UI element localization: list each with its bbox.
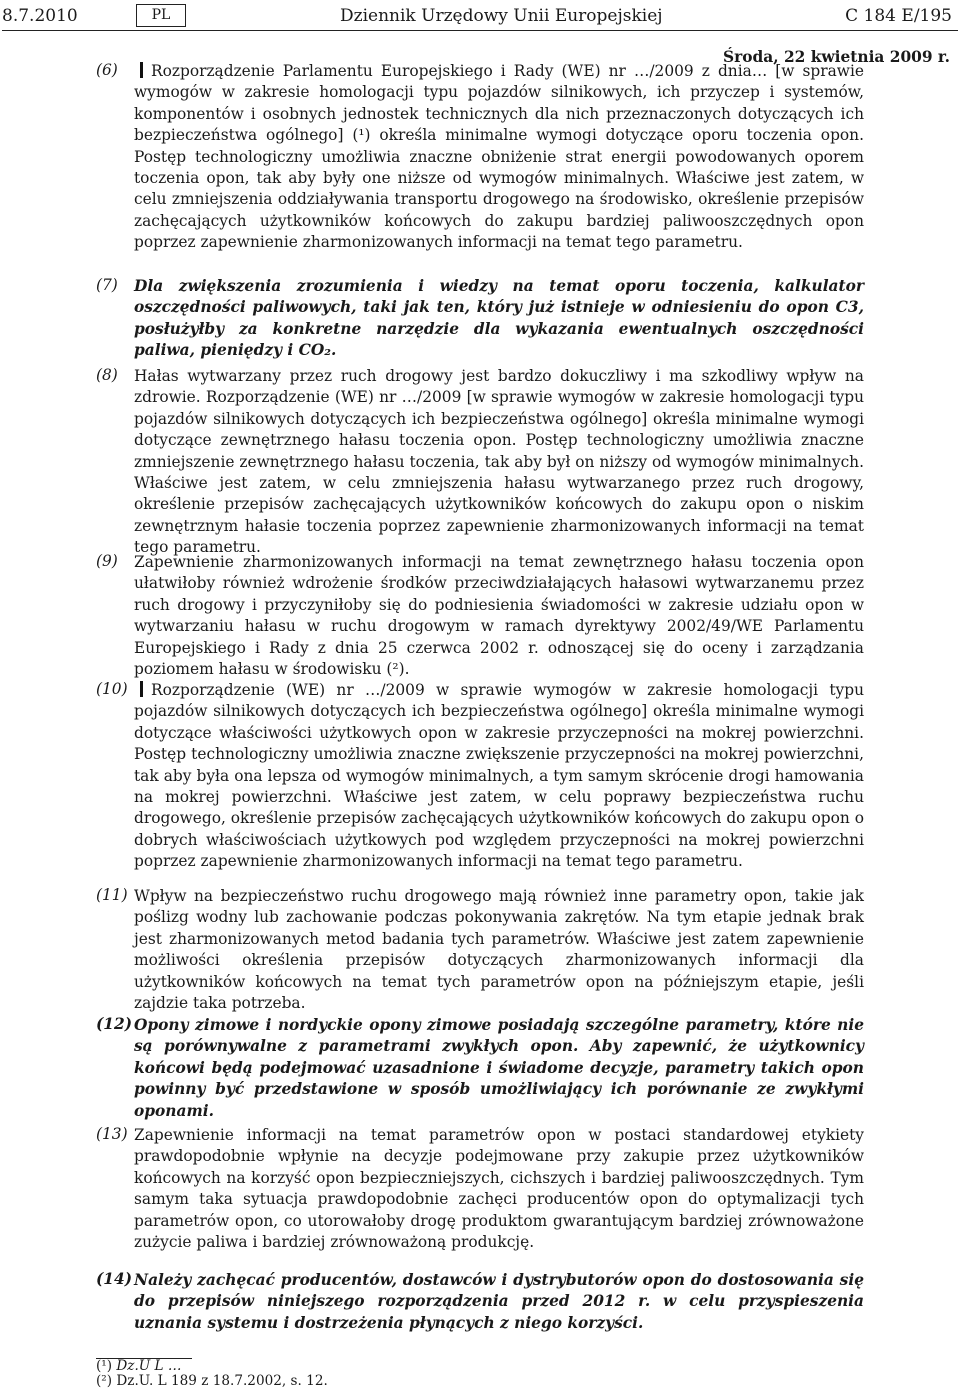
amendment-bar <box>140 681 143 697</box>
header-rule <box>2 30 958 31</box>
footnote-2 <box>96 1373 328 1389</box>
footnote-text: Dz.U. L 189 z 18.7.2002, s. 12. <box>116 1373 328 1389</box>
recital-9 <box>96 552 864 680</box>
recital-number: (7) <box>96 276 118 294</box>
recital-text: Rozporządzenie (WE) nr …/2009 w sprawie wymogów w zakresie homologacji typu pojazdów silnikowych dotyczących ich bezpieczeństwa ogólnego] określa minimalne wymogi dotyczące właściwości użytkowych opon w zakresie przyczepności na mokrej powierzchni. Postęp technologiczny umożliwia znaczne zwiększenie przyczepności na mokrej powierzchni, tak aby była ona lepsza od wymogów minimalnych, a tym samym skrócenie drogi hamowania na mokrej powierzchni. Właściwe jest zatem, w celu poprawy bezpieczeństwa ruchu drogowego, określenie przepisów zachęcających użytkowników końcowych do zakupu opon o dobrych właściwościach użytkowych pod względem przyczepności na mokrej powierzchni poprzez zapewnienie zharmonizowanych informacji na temat tego parametru. <box>134 681 864 871</box>
recital-number: (10) <box>96 680 128 698</box>
recital-text: Opony zimowe i nordyckie opony zimowe posiadają szczególne parametry, które nie są porównywalne z parametrami zwykłych opon. Aby zapewnić, że użytkownicy końcowi będą podejmować uzasadnione i świadome decyzje, parametry takich opon powinny być przedstawione w sposób umożliwiający ich porównanie ze zwykłymi oponami. <box>134 1016 864 1120</box>
journal-title: Dziennik Urzędowy Unii Europejskiej <box>340 6 663 26</box>
recital-number: (8) <box>96 366 118 384</box>
recital-14 <box>96 1270 864 1334</box>
recital-7 <box>96 276 864 362</box>
recital-12 <box>96 1015 864 1122</box>
recital-number: (14) <box>96 1270 132 1288</box>
recital-text: Dla zwiększenia zrozumienia i wiedzy na temat oporu toczenia, kalkulator oszczędności paliwowych, taki jak ten, który już istnieje w odniesieniu do opon C3, posłużyłby za konkretne narzędzie dla wykazania ewentualnych oszczędności paliwa, pieniędzy i CO₂. <box>134 277 864 360</box>
recital-8 <box>96 366 864 559</box>
footnote-1 <box>96 1358 182 1374</box>
recital-text: Wpływ na bezpieczeństwo ruchu drogowego mają również inne parametry opon, takie jak poślizg wodny lub zachowanie podczas pokonywania zakrętów. Na tym etapie jednak brak jest zharmonizowanych metod badania tych parametrów. Właściwe jest zatem zapewnienie możliwości określenia przepisów dotyczących zharmonizowanych informacji dla użytkowników końcowych na temat tych parametrów opon na późniejszym etapie, jeśli zajdzie taka potrzeba. <box>134 887 864 1013</box>
amendment-bar <box>140 62 143 78</box>
recital-text: Zapewnienie zharmonizowanych informacji na temat zewnętrznego hałasu toczenia opon ułatwiłoby również wdrożenie środków przeciwdziałających hałasowi wytwarzanemu przez ruch drogowy i przyczyniłoby się do podniesienia świadomości w zakresie udziału opon w wytwarzaniu hałasu w ruchu drogowym w ramach dyrektywy 2002/49/WE Parlamentu Europejskiego i Rady z dnia 25 czerwca 2002 r. odnoszącej się do oceny i zarządzania poziomem hałasu w środowisku (²). <box>134 553 864 679</box>
sitting-date: Środa, 22 kwietnia 2009 r. <box>723 48 950 66</box>
page-header <box>0 4 960 28</box>
publication-date: 8.7.2010 <box>2 6 78 26</box>
recital-number: (11) <box>96 886 128 904</box>
recital-11 <box>96 886 864 1014</box>
recital-text: Rozporządzenie Parlamentu Europejskiego i Rady (WE) nr …/2009 z dnia… [w sprawie wymogów w zakresie homologacji typu pojazdów silnikowych, ich przyczep i systemów, komponentów i osobnych jednostek technicznych dla nich przeznaczonych dotyczących ich bezpieczeństwa ogólnego] (¹) określa minimalne wymogi dotyczące oporu toczenia opon. Postęp technologiczny umożliwia znaczne obniżenie strat energii powodowanych oporem toczenia opon, tak aby były one niższe od wymogów minimalnych. Właściwe jest zatem, w celu zmniejszenia oddziaływania transportu drogowego na środowisko, określenie przepisów zachęcających użytkowników końcowych do zakupu bardziej paliwooszczędnych opon poprzez zapewnienie zharmonizowanych informacji na temat tego parametru. <box>134 62 864 252</box>
recital-number: (12) <box>96 1015 132 1033</box>
recital-number: (9) <box>96 552 118 570</box>
page-reference: C 184 E/195 <box>845 6 952 26</box>
recital-6 <box>96 61 864 254</box>
recital-text: Hałas wytwarzany przez ruch drogowy jest bardzo dokuczliwy i ma szkodliwy wpływ na zdrowie. Rozporządzenie (WE) nr …/2009 [w sprawie wymogów w zakresie homologacji typu pojazdów silnikowych dotyczących ich bezpieczeństwa ogólnego] określa minimalne wymogi dotyczące zewnętrznego hałasu toczenia opon. Postęp technologiczny umożliwia znaczne zmniejszenie zewnętrznego hałasu toczenia, tak aby był on niższy od wymogów minimalnych. Właściwe jest zatem, w celu zmniejszenia hałasu wytwarzanego przez ruch drogowy, określenie przepisów zachęcających użytkowników końcowych do zakupu opon o niskim zewnętrznym hałasie toczenia poprzez zapewnienie zharmonizowanych informacji na temat tego parametru. <box>134 367 864 557</box>
footnote-mark: (²) <box>96 1373 113 1389</box>
recital-number: (6) <box>96 61 118 79</box>
recital-number: (13) <box>96 1125 128 1143</box>
recital-10 <box>96 680 864 873</box>
recital-text: Należy zachęcać producentów, dostawców i dystrybutorów opon do dostosowania się do przepisów niniejszego rozporządzenia przed 2012 r. w celu przyspieszenia uznania systemu i dostrzeżenia płynących z niego korzyści. <box>134 1271 864 1332</box>
footnote-text: Dz.U L … <box>116 1358 182 1374</box>
recital-text: Zapewnienie informacji na temat parametrów opon w postaci standardowej etykiety prawdopodobnie wpłynie na decyzje podejmowane przy zakupie przez użytkowników końcowych na korzyść opon bezpieczniejszych, cichszych i bardziej paliwooszczędnych. Tym samym taka sytuacja prawdopodobnie zachęci producentów opon do optymalizacji tych parametrów opon, co utorowałoby drogę produktom gwarantującym bardziej zrównoważone zużycie paliwa i bardziej zrównoważoną produkcję. <box>134 1126 864 1252</box>
language-code-box: PL <box>136 4 186 27</box>
recital-13 <box>96 1125 864 1253</box>
footnote-mark: (¹) <box>96 1358 113 1374</box>
